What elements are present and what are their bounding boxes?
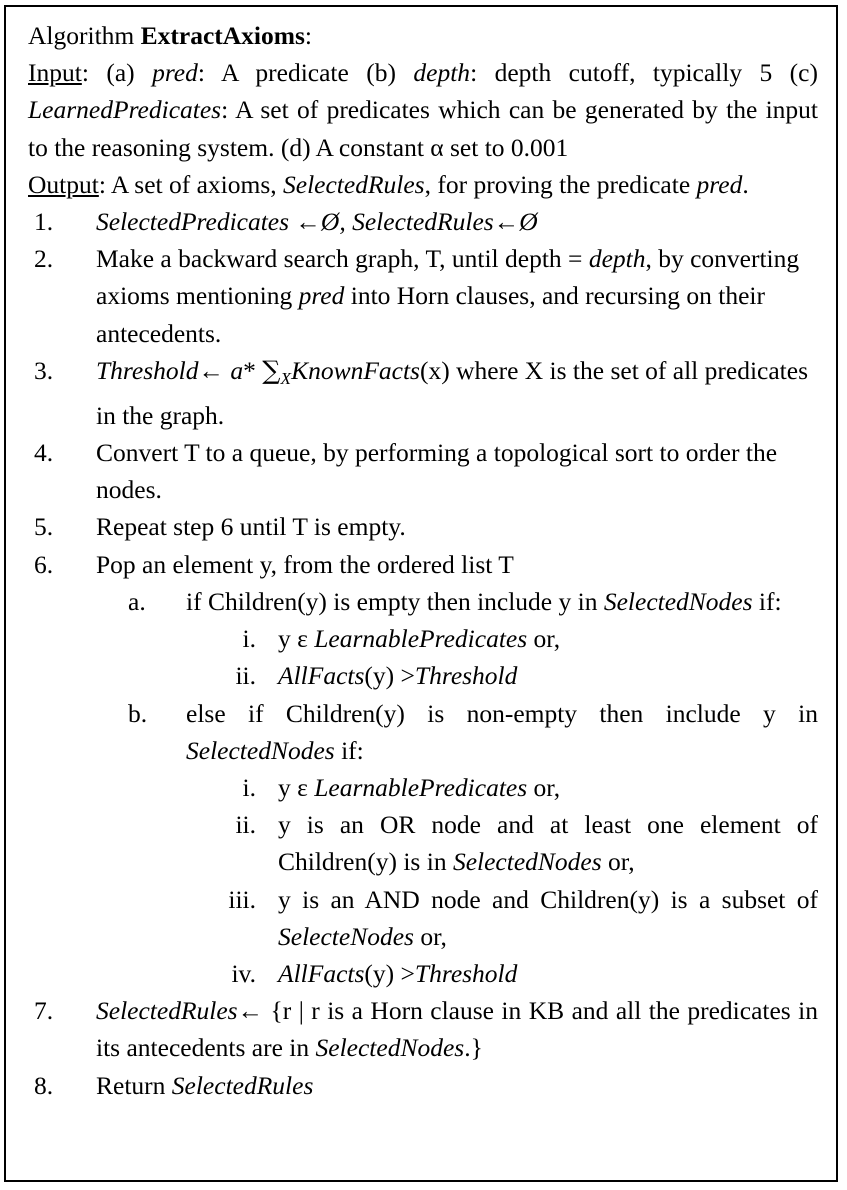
- step-3-marker: 3.: [34, 355, 54, 385]
- step-6a-ii: [28, 657, 818, 694]
- step-6b-ii-marker: ii.: [235, 810, 256, 840]
- step-6: [28, 546, 818, 583]
- step-6b: [28, 695, 818, 769]
- step-6a-text-2: if:: [752, 586, 782, 616]
- input-text-2: : A predicate (b): [197, 58, 414, 88]
- step-6b-iii-marker: iii.: [228, 884, 256, 914]
- step-6b-text-2: if:: [334, 735, 364, 765]
- step-6b-i-text: [278, 769, 818, 806]
- step-4: [28, 434, 818, 508]
- step-6b-iv: [28, 955, 818, 992]
- step-8-marker: 8.: [34, 1070, 54, 1100]
- step-8-text: [96, 1067, 818, 1104]
- step-6a-ii-marker: ii.: [235, 661, 256, 691]
- step-1-marker: 1.: [34, 207, 54, 237]
- step-6b-text-1: else if Children(y) is non-empty then include y in: [186, 698, 818, 728]
- step-7: [28, 992, 818, 1066]
- output-param-pred: pred: [696, 169, 743, 199]
- step-6a-ii-text: [278, 657, 818, 694]
- step-6b-iv-threshold: Threshold: [414, 958, 518, 988]
- step-8-selected-rules: SelectedRules: [171, 1070, 314, 1100]
- step-3-sum-subscript: X: [280, 368, 292, 388]
- algorithm-header-block: [28, 17, 818, 203]
- algorithm-border-box: [4, 5, 838, 1182]
- step-6b-i-marker: i.: [242, 772, 256, 802]
- step-6b-selected-nodes: SelectedNodes: [186, 735, 335, 765]
- step-6b-i: [28, 769, 818, 806]
- algorithm-keyword: Algorithm: [28, 21, 135, 50]
- step-8-return-keyword: Return: [96, 1070, 172, 1100]
- step-2-text-1: Make a backward search graph, T, until depth =: [96, 244, 589, 274]
- output-label: Output: [28, 169, 99, 199]
- step-1-empty-set-2: Ø: [519, 207, 538, 237]
- input-text-3: : depth cutoff, typically 5 (c): [470, 58, 818, 88]
- step-5-marker: 5.: [34, 512, 54, 542]
- step-6a-i-marker: i.: [242, 624, 256, 654]
- step-6a-i-text: [278, 620, 818, 657]
- step-3-known-facts: KnownFacts: [291, 355, 420, 385]
- step-7-marker: 7.: [34, 996, 54, 1026]
- step-6b-iii-selecte-nodes: SelecteNodes: [278, 921, 414, 951]
- step-6b-ii-text-1: y is an OR node and at least one element of Children(y) is in: [278, 810, 818, 877]
- step-6b-iv-text: [278, 955, 818, 992]
- step-6a-i-text-2: or,: [527, 624, 561, 654]
- step-6b-iv-marker: iv.: [231, 958, 256, 988]
- step-6b-iv-operator: (y) >: [364, 958, 415, 988]
- algorithm-title-colon: :: [304, 21, 313, 50]
- step-6b-ii-text: [278, 806, 818, 880]
- step-6b-text: [186, 695, 818, 769]
- step-1-arrow-1: ←: [289, 207, 321, 237]
- step-6b-iii-text-1: y is an AND node and Children(y) is a subset of: [278, 884, 818, 914]
- input-param-pred: pred: [152, 58, 198, 88]
- step-6a-i: [28, 620, 818, 657]
- step-4-marker: 4.: [34, 438, 54, 468]
- step-6-marker: 6.: [34, 549, 54, 579]
- step-6-text: Pop an element y, from the ordered list T: [96, 549, 514, 579]
- step-8: [28, 1067, 818, 1104]
- step-3-alpha-coefficient: a: [224, 355, 244, 385]
- step-6a-text: [186, 583, 818, 620]
- step-6a-ii-all-facts: AllFacts: [278, 661, 365, 691]
- input-text-4: : A set of predicates which can be generated by the input to the reasoning system. (d) A constant α set to 0.001: [28, 95, 818, 162]
- algorithm-name: ExtractAxioms: [140, 21, 305, 50]
- output-paragraph: [28, 166, 818, 203]
- step-1-arrow-2: ←: [493, 207, 520, 237]
- step-5-text: Repeat step 6 until T is empty.: [96, 512, 406, 542]
- input-label: Input: [28, 58, 82, 88]
- step-6b-ii: [28, 806, 818, 880]
- step-7-assign-arrow: ←: [237, 996, 264, 1026]
- output-text-1: : A set of axioms,: [98, 169, 284, 199]
- step-1-selected-predicates: SelectedPredicates: [96, 207, 290, 237]
- algorithm-content: [28, 17, 818, 1104]
- step-1-selected-rules: SelectedRules: [352, 207, 494, 237]
- step-3-text: [96, 352, 818, 434]
- step-3-assign-arrow: ←: [198, 355, 224, 385]
- step-2-param-depth: depth: [588, 244, 646, 274]
- step-6b-marker: b.: [128, 698, 148, 728]
- step-7-text-1: {r | r is a Horn clause in KB and all the predicates in its antecedents are in: [96, 996, 818, 1063]
- step-6b-iii: [28, 881, 818, 955]
- step-7-text: [96, 992, 818, 1066]
- output-text-2: , for proving the predicate: [424, 169, 697, 199]
- step-2: [28, 240, 818, 352]
- step-6a-marker: a.: [128, 586, 146, 616]
- step-6a-text-1: if Children(y) is empty then include y in: [186, 586, 604, 616]
- step-6b-i-learnable-predicates: LearnablePredicates: [314, 772, 528, 802]
- step-2-text: [96, 240, 818, 352]
- step-6a: [28, 583, 818, 620]
- step-6b-iii-text-2: or,: [413, 921, 447, 951]
- step-2-param-pred: pred: [298, 281, 345, 311]
- step-6a-ii-threshold: Threshold: [414, 661, 518, 691]
- step-6b-iii-text: [278, 881, 818, 955]
- input-text-1: : (a): [81, 58, 153, 88]
- step-6a-ii-operator: (y) >: [364, 661, 415, 691]
- step-6b-iv-all-facts: AllFacts: [278, 958, 365, 988]
- output-text-3: .: [742, 169, 749, 199]
- step-1-empty-set-1: Ø,: [320, 207, 353, 237]
- step-6b-ii-text-2: or,: [601, 847, 635, 877]
- step-1-text: [96, 203, 818, 240]
- step-7-text-2: .}: [464, 1033, 483, 1063]
- step-5: [28, 508, 818, 545]
- step-6a-selected-nodes: SelectedNodes: [603, 586, 753, 616]
- input-param-learned-predicates: LearnedPredicates: [28, 95, 222, 125]
- step-6b-ii-selected-nodes: SelectedNodes: [452, 847, 602, 877]
- input-param-depth: depth: [413, 58, 471, 88]
- step-2-text-3: into Horn clauses, and recursing on their antecedents.: [96, 281, 766, 348]
- output-selected-rules: SelectedRules: [283, 169, 425, 199]
- summation-icon: ∑: [262, 355, 281, 386]
- step-6a-i-text-1: y ε: [278, 624, 315, 654]
- step-3: [28, 352, 818, 434]
- step-3-text-tail: (x) where X is the set of all predicates in the graph.: [96, 355, 809, 430]
- step-7-selected-nodes: SelectedNodes: [315, 1033, 465, 1063]
- step-3-asterisk: *: [243, 355, 263, 385]
- step-4-text: Convert T to a queue, by performing a topological sort to order the nodes.: [96, 438, 778, 505]
- step-2-marker: 2.: [34, 244, 54, 274]
- algorithm-title-line: [28, 17, 818, 54]
- step-7-selected-rules: SelectedRules: [96, 996, 238, 1026]
- step-2-text-2: , by converting axioms mentioning: [96, 244, 800, 311]
- step-6b-i-text-1: y ε: [278, 772, 315, 802]
- step-6a-i-learnable-predicates: LearnablePredicates: [314, 624, 528, 654]
- input-paragraph: [28, 54, 818, 166]
- step-1: [28, 203, 818, 240]
- step-3-threshold: Threshold: [96, 355, 199, 385]
- step-6b-i-text-2: or,: [527, 772, 561, 802]
